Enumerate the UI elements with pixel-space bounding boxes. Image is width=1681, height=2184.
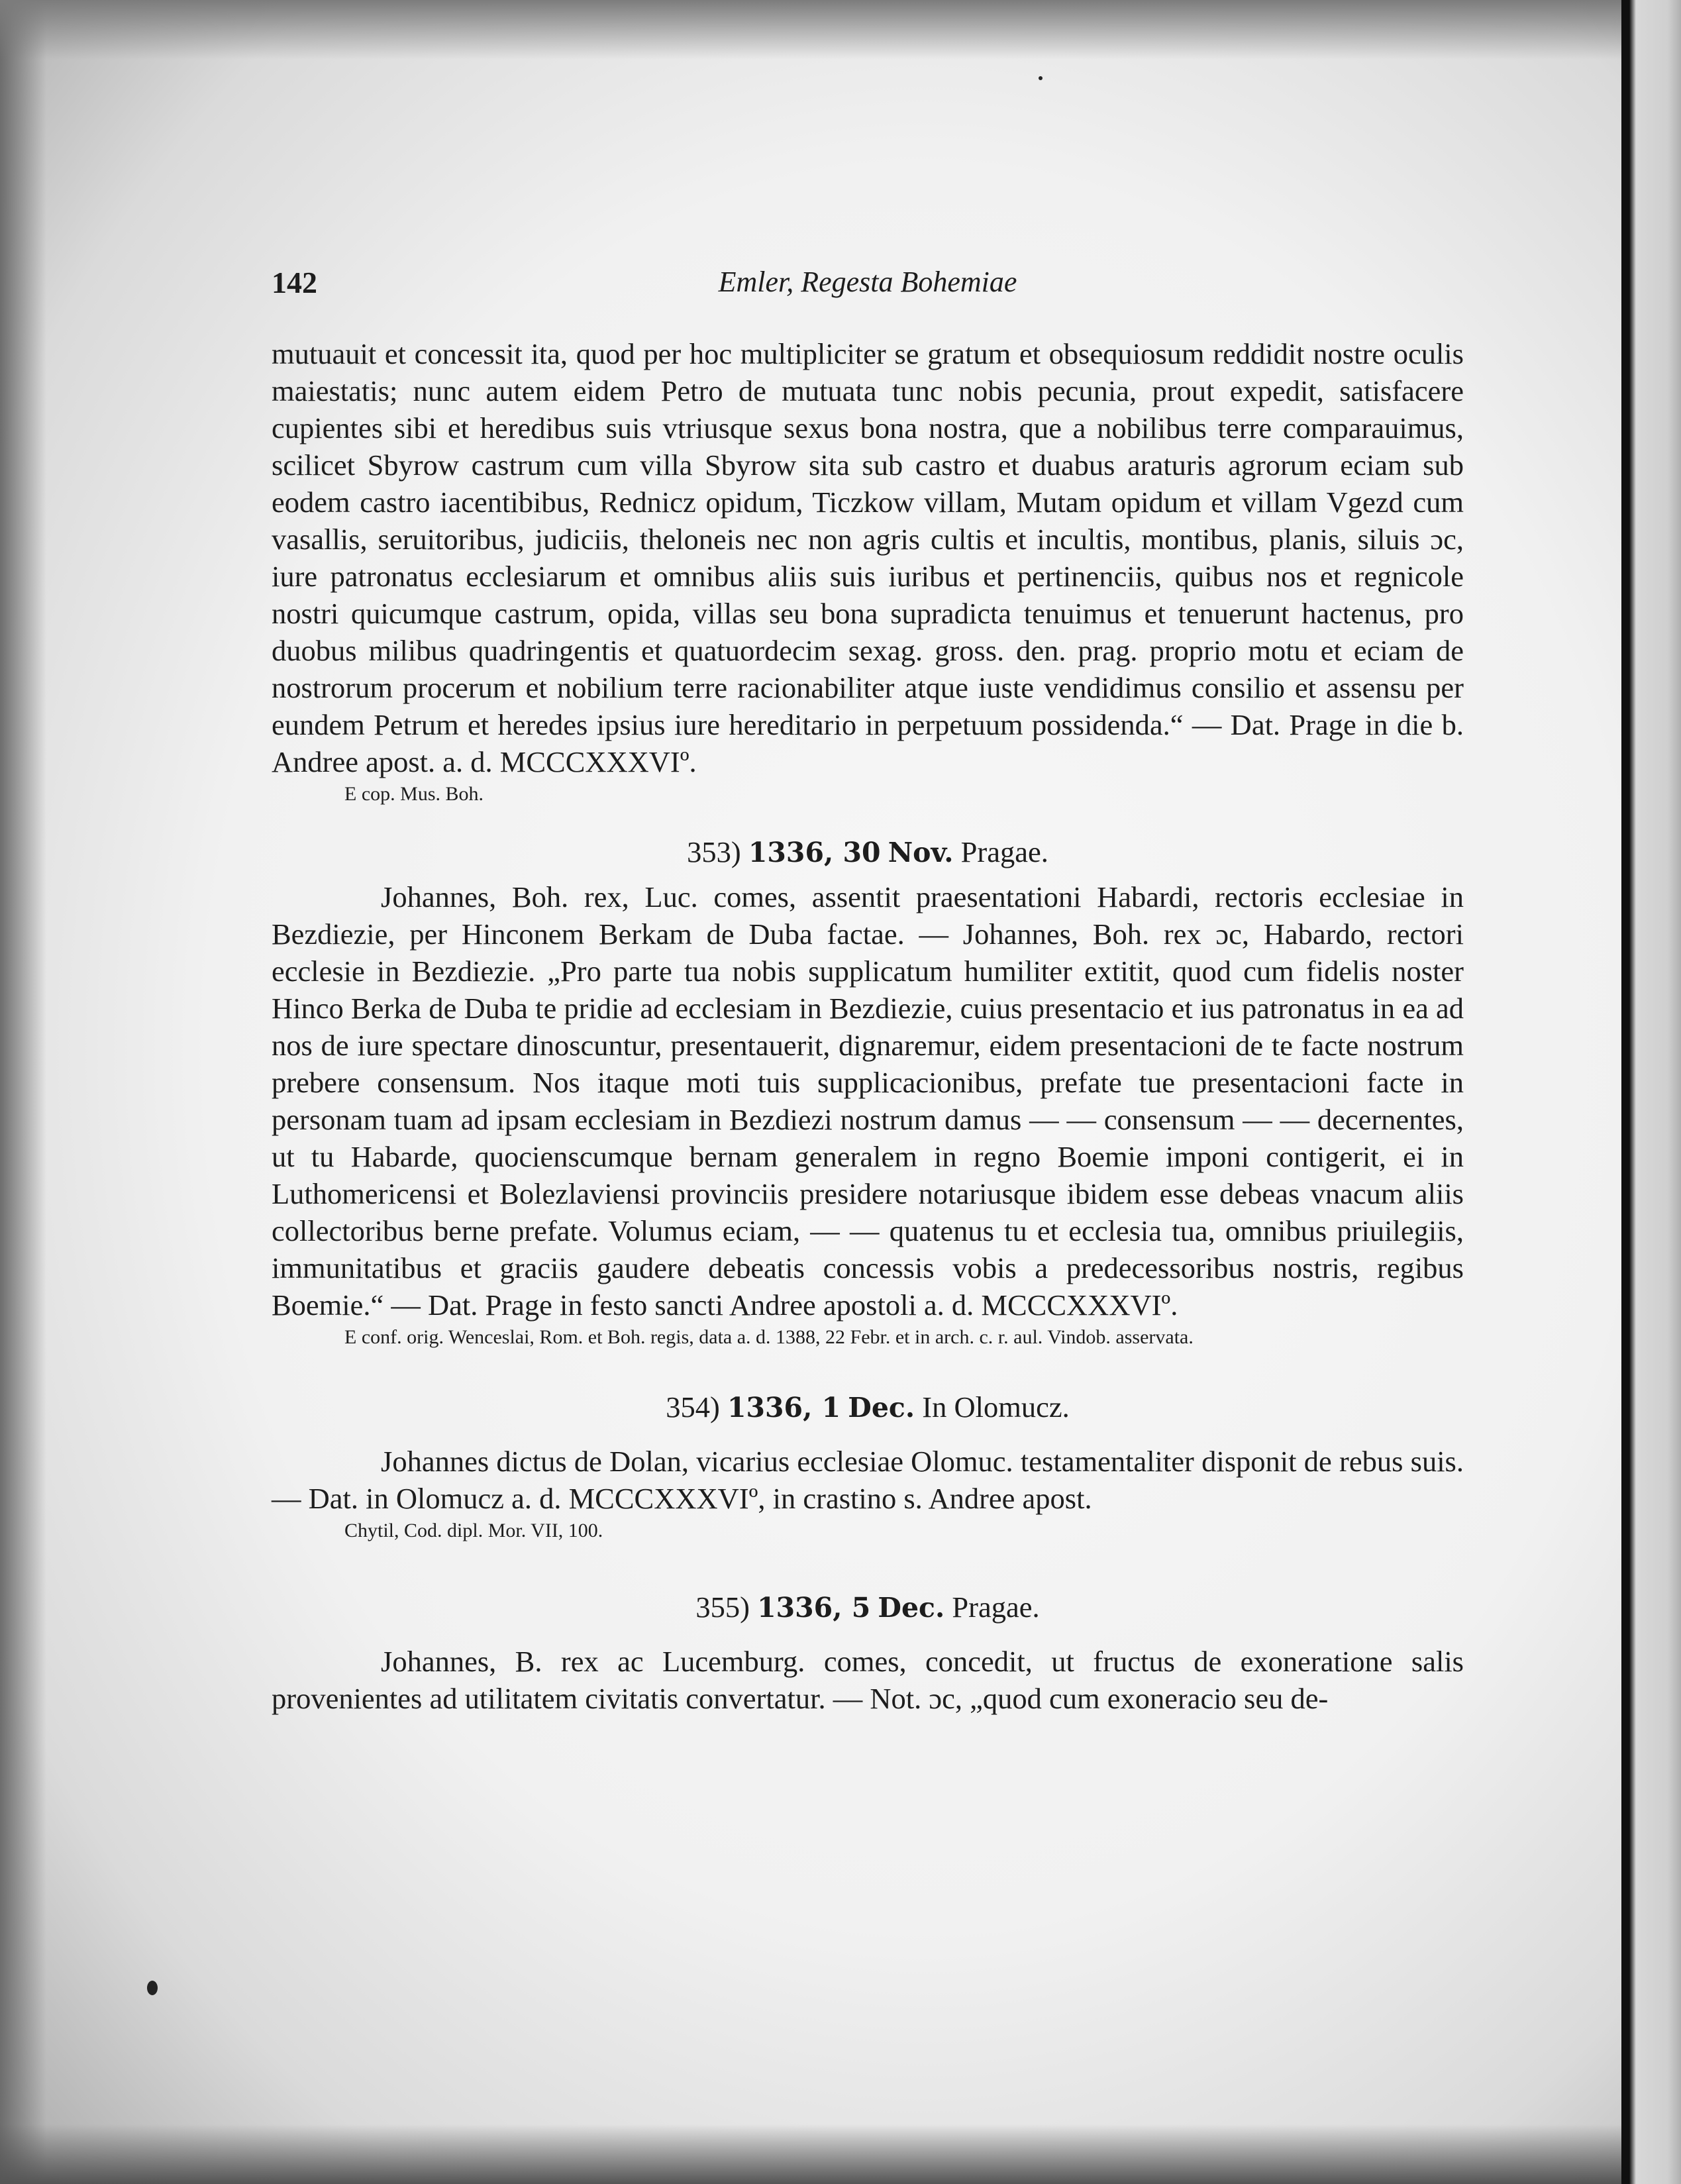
page-content bbox=[272, 265, 1464, 1717]
entry-number: 354) bbox=[666, 1390, 720, 1424]
entry-month: Dec. bbox=[848, 1392, 915, 1424]
entry-date: 1336, 30 bbox=[748, 837, 881, 868]
continuation-source: E cop. Mus. Boh. bbox=[344, 783, 484, 805]
book-spine bbox=[1621, 0, 1681, 2184]
running-head bbox=[272, 265, 1464, 311]
bottom-edge-shadow bbox=[0, 2124, 1681, 2184]
entry-month: Dec. bbox=[878, 1592, 945, 1624]
left-edge-shadow bbox=[0, 0, 46, 2184]
entry-number: 353) bbox=[687, 835, 741, 868]
entry-text-355: Johannes, B. rex ac Lucemburg. comes, concedit, ut fructus de exoneratione salis provenientes ad utilitatem civitatis convertatur. — Not. ɔc, „quod cum exoneracio seu de- bbox=[272, 1645, 1464, 1715]
entry-text-354: Johannes dictus de Dolan, vicarius ecclesiae Olomuc. testamentaliter disponit de rebus suis. — Dat. in Olomucz a. d. MCCCXXXVIº, in crastino s. Andree apost. bbox=[272, 1445, 1464, 1515]
entry-source-353: E conf. orig. Wenceslai, Rom. et Boh. regis, data a. d. 1388, 22 Febr. et in arch. c. r. aul. Vindob. asservata. bbox=[344, 1326, 1194, 1348]
entry-month: Nov. bbox=[888, 837, 954, 868]
entry-heading-355 bbox=[272, 1590, 1464, 1624]
entry-date: 1336, 5 bbox=[757, 1592, 871, 1624]
entry-place: In Olomucz. bbox=[922, 1390, 1070, 1424]
entry-heading-353 bbox=[272, 835, 1464, 869]
continuation-text: mutuauit et concessit ita, quod per hoc multipliciter se gratum et obsequiosum reddidit nostre oculis maiestatis; nunc autem eidem Petro de mutuata tunc nobis pecunia, prout expedit, satisfacere cupientes sibi et heredibus suis vtriusque sexus bona nostra, que a nobilibus terre comparauimus, scilicet Sbyrow castrum cum villa Sbyrow sita sub castro et duabus araturis agrorum eciam sub eodem castro iacentibibus, Rednicz opidum, Ticzkow villam, Mutam opidum et villam Vgezd cum vasallis, seruitoribus, judiciis, theloneis nec non agris cultis et incultis, montibus, planis, siluis ɔc, iure patronatus ecclesiarum et omnibus aliis suis iuribus et pertinenciis, quibus nos et regnicole nostri quicumque castrum, opida, villas seu bona supradicta tenuimus et tenuerunt hactenus, pro duobus milibus quadringentis et quatuordecim sexag. gross. den. prag. proprio motu et eciam de nostrorum procerum et nobilium terre racionabiliter atque iuste vendidimus consilio et assensu per eundem Petrum et heredes ipsius iure hereditario in perpetuum possidenda.“ — Dat. Prage in die b. Andree apost. a. d. MCCCXXXVIº. bbox=[272, 337, 1464, 778]
entry-source-354: Chytil, Cod. dipl. Mor. VII, 100. bbox=[344, 1520, 603, 1541]
entry-place: Pragae. bbox=[952, 1590, 1040, 1624]
scan-speck bbox=[147, 1981, 158, 1995]
top-edge-shadow bbox=[0, 0, 1681, 60]
running-title: Emler, Regesta Bohemiae bbox=[718, 266, 1017, 298]
entry-text-353: Johannes, Boh. rex, Luc. comes, assentit praesentationi Habardi, rectoris ecclesiae in Bezdiezie, per Hinconem Berkam de Duba factae. — Johannes, Boh. rex ɔc, Habardo, rectori ecclesie in Bezdiezie. „Pro parte tua nobis supplicatum humiliter extitit, quod cum fidelis noster Hinco Berka de Duba te pridie ad ecclesiam in Bezdiezie, cuius presentacio et ius patronatus in ea ad nos de iure spectare dinoscuntur, presentauerit, dignaremur, eidem presentacioni de te facte nostrum prebere consensum. Nos itaque moti tuis supplicacionibus, prefate tue presentacioni facte in personam tuam ad ipsam ecclesiam in Bezdiezi nostrum damus — — consensum — — decernentes, ut tu Habarde, quocienscumque bernam generalem in regno Boemie imponi contigerit, ei in Luthomericensi et Bolezlaviensi provinciis presidere notariusque ibidem esse debeas vnacum aliis collectoribus berne prefate. Volumus eciam, — — quatenus tu et ecclesia tua, omnibus priuilegiis, immunitatibus et graciis gaudere debeatis concessis vobis a predecessoribus nostris, regibus Boemie.“ — Dat. Prage in festo sancti Andree apostoli a. d. MCCCXXXVIº. bbox=[272, 880, 1464, 1322]
entry-heading-354 bbox=[272, 1390, 1464, 1424]
page-number: 142 bbox=[272, 266, 317, 299]
entry-place: Pragae. bbox=[960, 835, 1048, 868]
scan-speck bbox=[1039, 76, 1043, 80]
entry-number: 355) bbox=[695, 1590, 750, 1624]
entry-date: 1336, 1 bbox=[727, 1392, 841, 1424]
